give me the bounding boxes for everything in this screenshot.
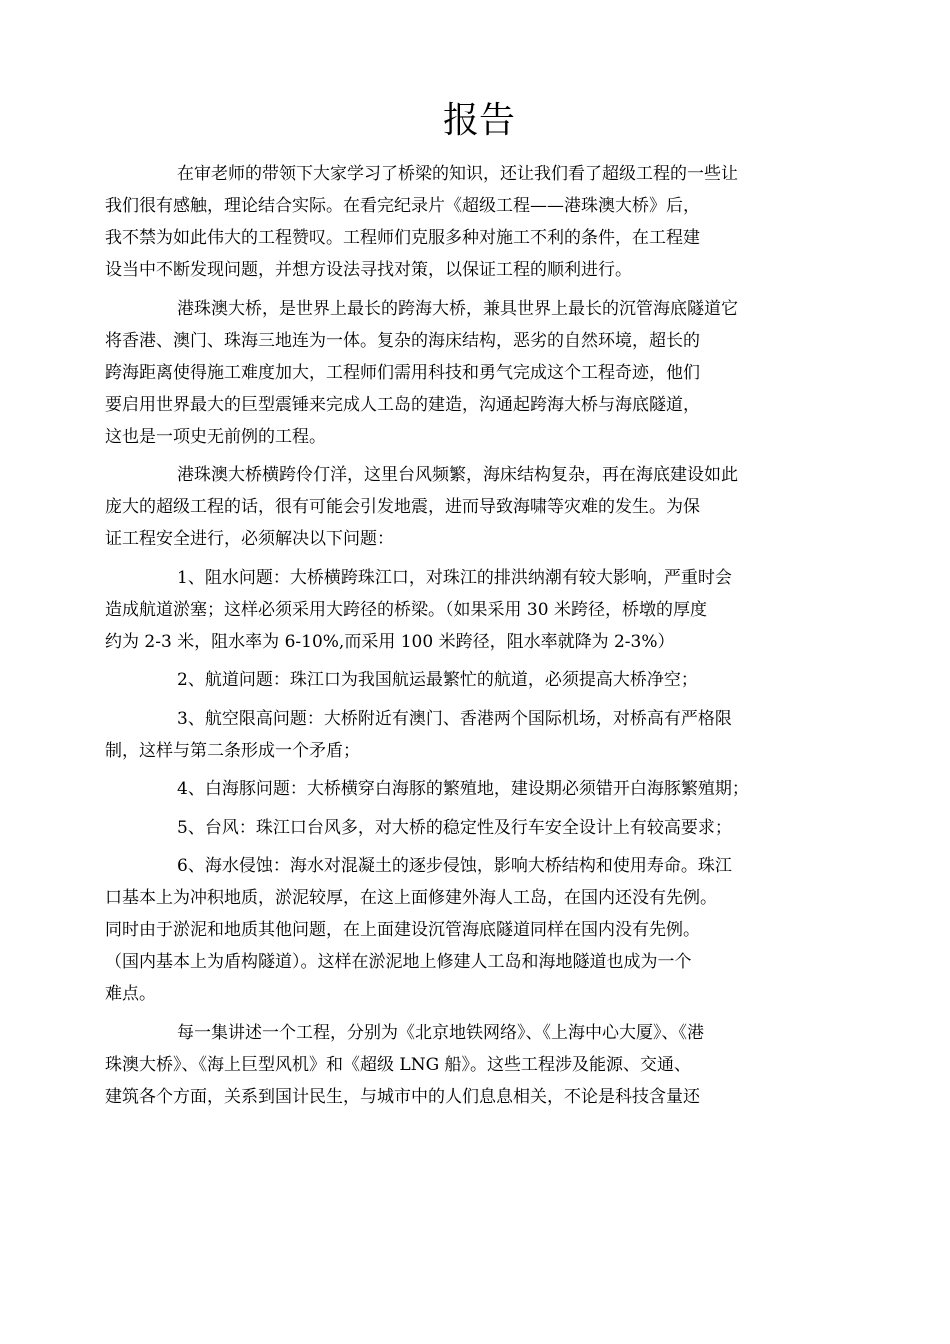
text-line: 证工程安全进行，必须解决以下问题： (105, 529, 394, 549)
paragraph-problem-2 (141, 664, 821, 696)
paragraph-problem-4 (141, 773, 821, 805)
text-line: 口基本上为冲积地质，淤泥较厚，在这上面修建外海人工岛，在国内还没有先例。 (105, 888, 717, 908)
paragraph-intro (105, 158, 821, 286)
document-title: 报告 (442, 100, 515, 141)
text-line: 同时由于淤泥和地质其他问题，在上面建设沉管海底隧道同样在国内没有先例。 (105, 920, 700, 940)
text-line: 约为 2-3 米，阻水率为 6-10%,而采用 100 米跨径，阻水率就降为 2-3%） (105, 631, 675, 652)
text-line: 2、航道问题：珠江口为我国航运最繁忙的航道，必须提高大桥净空； (177, 670, 698, 690)
text-line: 珠澳大桥》、《海上巨型风机》和《超级 LNG 船》。这些工程涉及能源、交通、 (105, 1054, 692, 1075)
paragraph-bridge-overview (105, 293, 821, 453)
text-line: 这也是一项史无前例的工程。 (105, 426, 326, 447)
text-line: 每一集讲述一个工程，分别为《北京地铁网络》、《上海中心大厦》、《港 (177, 1022, 704, 1043)
text-line: 造成航道淤塞；这样必须采用大跨径的桥梁。（如果采用 30 米跨径，桥墩的厚度 (105, 599, 707, 620)
text-line: 5、台风：珠江口台风多，对大桥的稳定性及行车安全设计上有较高要求； (177, 817, 732, 838)
paragraph-problem-3 (105, 703, 821, 767)
text-line: 设当中不断发现问题，并想方设法寻找对策，以保证工程的顺利进行。 (105, 260, 632, 280)
text-line: 将香港、澳门、珠海三地连为一体。复杂的海床结构，恶劣的自然环境，超长的 (105, 330, 700, 351)
paragraph-problem-1 (105, 562, 821, 658)
text-line: 1、阻水问题：大桥横跨珠江口，对珠江的排洪纳潮有较大影响，严重时会 (177, 567, 732, 588)
text-line: 3、航空限高问题：大桥附近有澳门、香港两个国际机场，对桥高有严格限 (177, 708, 732, 729)
text-line: 6、海水侵蚀：海水对混凝土的逐步侵蚀，影响大桥结构和使用寿命。珠江 (177, 856, 732, 876)
text-line: 4、白海豚问题：大桥横穿白海豚的繁殖地，建设期必须错开白海豚繁殖期； (177, 779, 749, 799)
text-line: 建筑各个方面，关系到国计民生，与城市中的人们息息相关，不论是科技含量还 (105, 1086, 700, 1107)
document-body (105, 158, 821, 1119)
text-line: 要启用世界最大的巨型震锤来完成人工岛的建造，沟通起跨海大桥与海底隧道， (105, 394, 700, 415)
paragraph-problem-5 (141, 812, 821, 844)
text-line: 制，这样与第二条形成一个矛盾； (105, 740, 360, 761)
paragraph-problem-6 (105, 850, 821, 1010)
text-line: 港珠澳大桥，是世界上最长的跨海大桥，兼具世界上最长的沉管海底隧道它 (177, 298, 738, 319)
text-line: （国内基本上为盾构隧道）。这样在淤泥地上修建人工岛和海地隧道也成为一个 (105, 952, 692, 972)
text-line: 港珠澳大桥横跨伶仃洋，这里台风频繁，海床结构复杂，再在海底建设如此 (177, 465, 738, 485)
text-line: 难点。 (105, 984, 156, 1004)
text-line: 在审老师的带领下大家学习了桥梁的知识，还让我们看了超级工程的一些让 (177, 164, 738, 184)
text-line: 庞大的超级工程的话，很有可能会引发地震，进而导致海啸等灾难的发生。为保 (105, 497, 700, 517)
text-line: 跨海距离使得施工难度加大，工程师们需用科技和勇气完成这个工程奇迹，他们 (105, 362, 700, 383)
paragraph-episodes (105, 1017, 821, 1113)
paragraph-problems-intro (105, 459, 821, 555)
text-line: 我们很有感触，理论结合实际。在看完纪录片《超级工程——港珠澳大桥》后， (105, 196, 700, 216)
text-line: 我不禁为如此伟大的工程赞叹。工程师们克服多种对施工不利的条件，在工程建 (105, 228, 700, 248)
